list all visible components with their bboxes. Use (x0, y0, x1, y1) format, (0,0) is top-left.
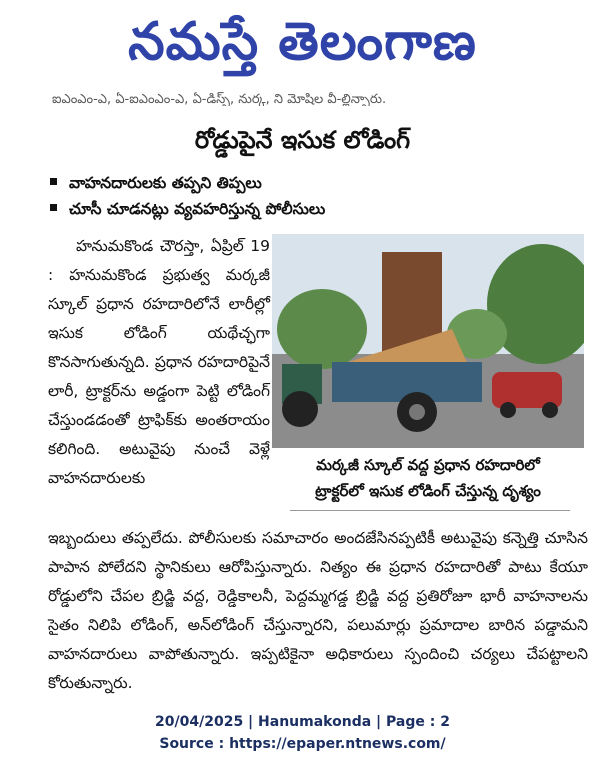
previous-article-clipped-line: ఐఎంఎం-ఎ, ఏ-ఐఎంఎం-ఎ, ఏ-డిస్స్, నుర్క, ని మోషిల వీ-ల్లిన్సారు. (52, 92, 387, 106)
article-body-continued (48, 524, 588, 698)
bullet-square-icon (50, 204, 57, 211)
tractor-sand-loading-photo (272, 234, 584, 448)
article-body-paragraph: హనుమకొండ చౌరస్తా, ఏప్రిల్ 19 : హనుమకొండ ప్రభుత్వ మర్కజీ స్కూల్ ప్రధాన రహదారిలోనే లారీల్లో ఇసుక లోడింగ్ యథేచ్ఛగా కొనసాగుతున్నది. ప్రధాన రహదారిపైనే లారీ, ట్రాక్టర్‌ను అడ్డంగా పెట్టి లోడింగ్ చేస్తుండడంతో ట్రాఫిక్‌కు అంతరాయం కలిగింది. అటువైపు నుంచే వెళ్లే వాహనదారులకు (48, 237, 270, 487)
subheading-text: వాహనదారులకు తప్పని తిప్పలు (69, 174, 262, 192)
article-body-column (48, 232, 270, 493)
caption-divider (290, 510, 570, 511)
newspaper-masthead: నమస్తే తెలంగాణ (128, 12, 477, 72)
subheading-item (50, 170, 570, 196)
caption-line: ట్రాక్టర్‌లో ఇసుక లోడింగ్ చేస్తున్న దృశ్యం (315, 482, 541, 500)
article-subheadings (50, 170, 570, 222)
photo-caption (278, 452, 578, 504)
subheading-text: చూసీ చూడనట్లు వ్యవహరిస్తున్న పోలీసులు (69, 200, 326, 218)
article-headline: రోడ్డుపైనే ఇసుక లోడింగ్ (194, 126, 411, 154)
footer-date-edition: 20/04/2025 | Hanumakonda | Page : 2 (155, 714, 450, 730)
article-photo (272, 234, 584, 448)
bullet-square-icon (50, 178, 57, 185)
caption-line: మర్కజీ స్కూల్ వద్ద ప్రధాన రహదారిలో (316, 456, 540, 474)
footer-source: Source : https://epaper.ntnews.com/ (159, 736, 446, 752)
subheading-item (50, 196, 570, 222)
article-body-paragraph: ఇబ్బందులు తప్పలేదు. పోలీసులకు సమాచారం అందజేసినప్పటికీ అటువైపు కన్నెత్తి చూసిన పాపాన పోలేదని స్థానికులు ఆరోపిస్తున్నారు. నిత్యం ఈ ప్రధాన రహదారితో పాటు కేయూ రోడ్డులోని చేపల బ్రిడ్జి వద్ద, రెడ్డికాలనీ, పెద్దమ్మగడ్డ బ్రిడ్జి వద్ద ప్రతిరోజూ భారీ వాహనాలను సైతం నిలిపి లోడింగ్, అన్‌లోడింగ్ చేస్తున్నారని, పలుమార్లు ప్రమాదాల బారిన పడ్డామని వాహనదారులు వాపోతున్నారు. ఇప్పటికైనా అధికారులు స్పందించి చర్యలు చేపట్టాలని కోరుతున్నారు. (48, 529, 588, 692)
